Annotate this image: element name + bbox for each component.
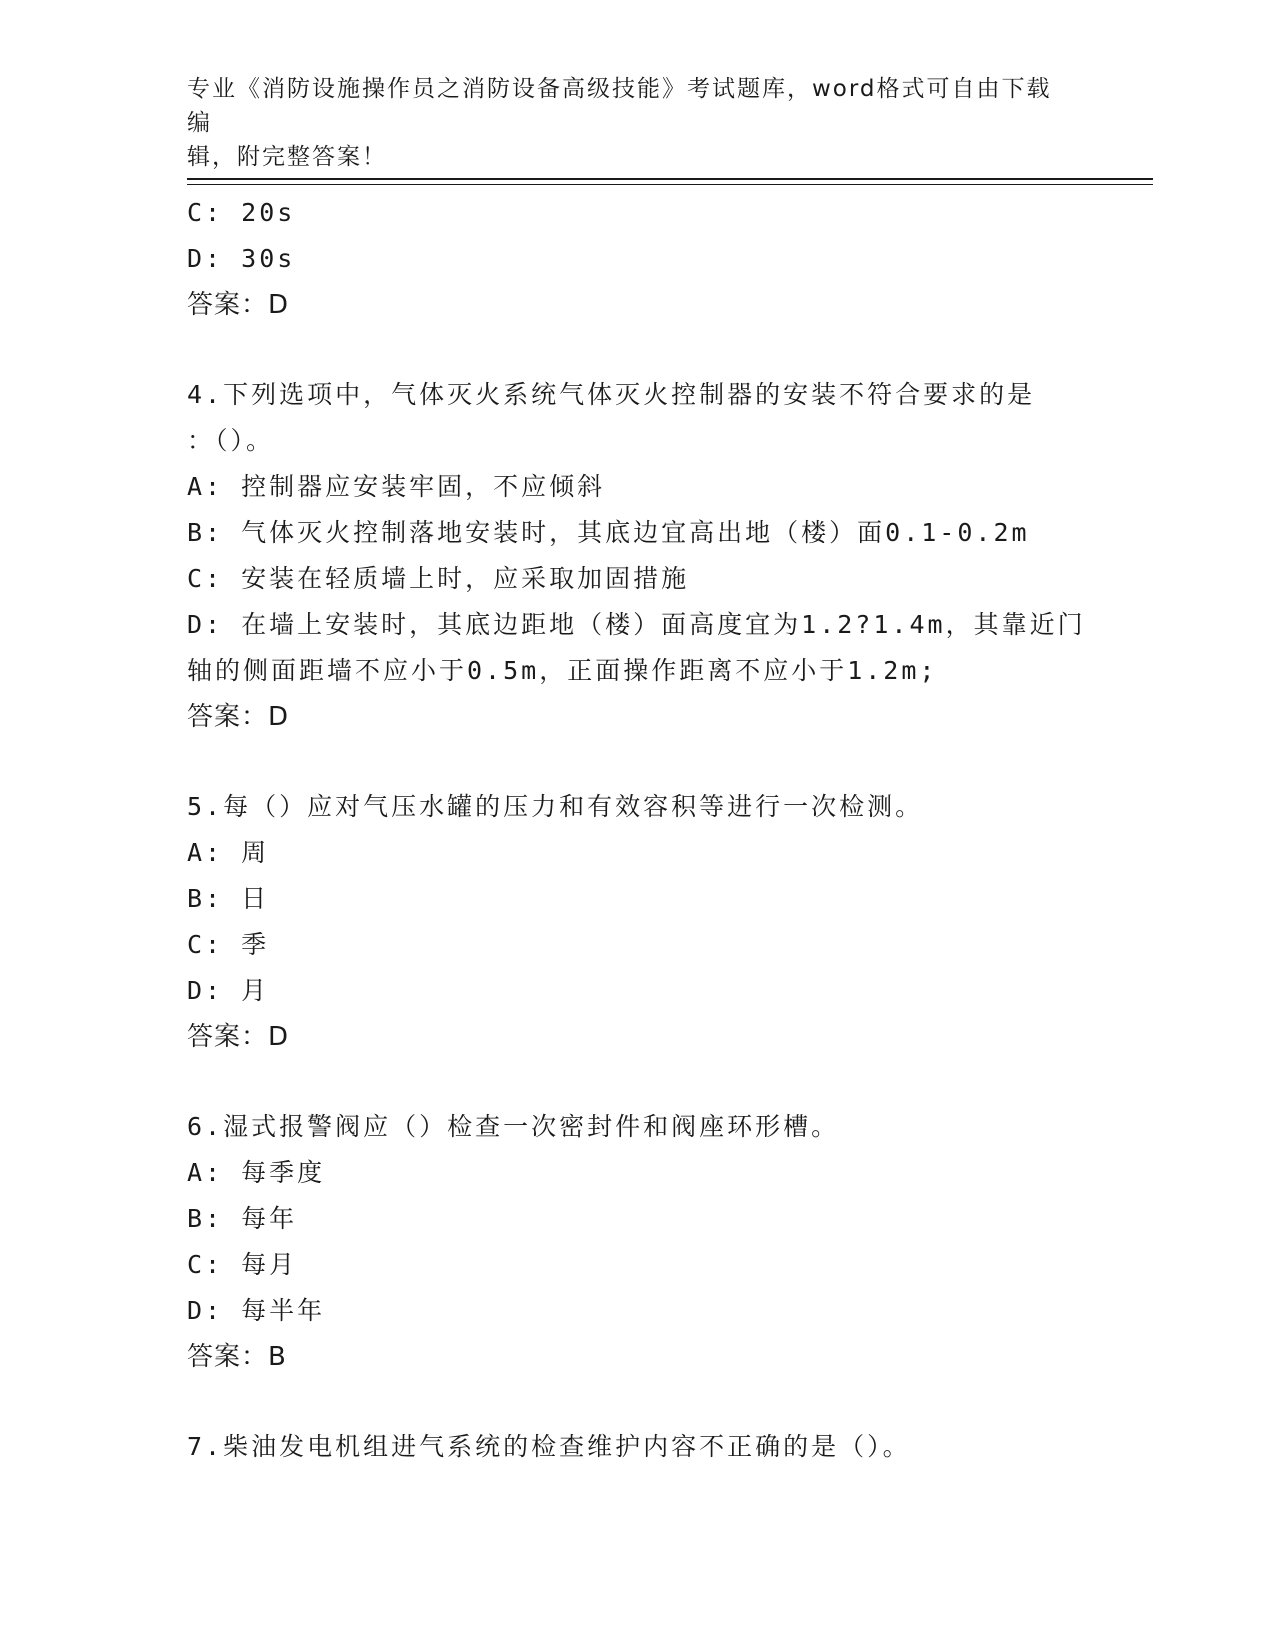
question-stem: 7.柴油发电机组进气系统的检查维护内容不正确的是（）。 [187,1432,911,1461]
answer-line: 答案：D [187,1022,290,1052]
answer-line: 答案：B [187,1342,287,1372]
header-rule-thick [187,178,1153,180]
question-block-4 [187,372,1087,740]
question-stem: 6.湿式报警阀应（）检查一次密封件和阀座环形槽。 [187,1112,840,1141]
option-a: A: 每季度 [187,1158,326,1187]
question-block-6 [187,1104,1087,1380]
header-line-1: 专业《消防设施操作员之消防设备高级技能》考试题库，word格式可自由下载编 [187,76,1052,136]
option-d: D: 每半年 [187,1296,326,1325]
question-stem: 5.每（）应对气压水罐的压力和有效容积等进行一次检测。 [187,792,924,821]
option-b: B: 每年 [187,1204,298,1233]
question-list [187,190,1087,1470]
option-d: D: 月 [187,976,270,1005]
spacer [187,1380,1087,1424]
answer-line: 答案：D [187,702,290,732]
document-header [187,72,1067,174]
option-b: B: 日 [187,884,270,913]
question-stem-continued: ：（）。 [187,426,275,455]
question-block-5 [187,784,1087,1060]
option-d: D: 在墙上安装时，其底边距地（楼）面高度宜为1.2?1.4m，其靠近门 [187,610,1086,639]
option-a: A: 周 [187,838,270,867]
option-b: B: 气体灭火控制落地安装时，其底边宜高出地（楼）面0.1-0.2m [187,518,1030,547]
option-c: C: 安装在轻质墙上时，应采取加固措施 [187,564,690,593]
answer-line: 答案：D [187,290,290,320]
question-stem: 4.下列选项中，气体灭火系统气体灭火控制器的安装不符合要求的是 [187,380,1036,409]
header-rule-thin [187,184,1153,185]
question-block-3 [187,190,1087,328]
question-block-7 [187,1424,1087,1470]
option-a: A: 控制器应安装牢固，不应倾斜 [187,472,606,501]
spacer [187,328,1087,372]
header-line-2: 辑，附完整答案！ [187,144,387,170]
option-d-continued: 轴的侧面距墙不应小于0.5m，正面操作距离不应小于1.2m; [187,656,938,685]
option-c: C: 20s [187,198,296,227]
spacer [187,740,1087,784]
option-c: C: 季 [187,930,270,959]
option-c: C: 每月 [187,1250,298,1279]
option-d: D: 30s [187,244,296,273]
spacer [187,1060,1087,1104]
